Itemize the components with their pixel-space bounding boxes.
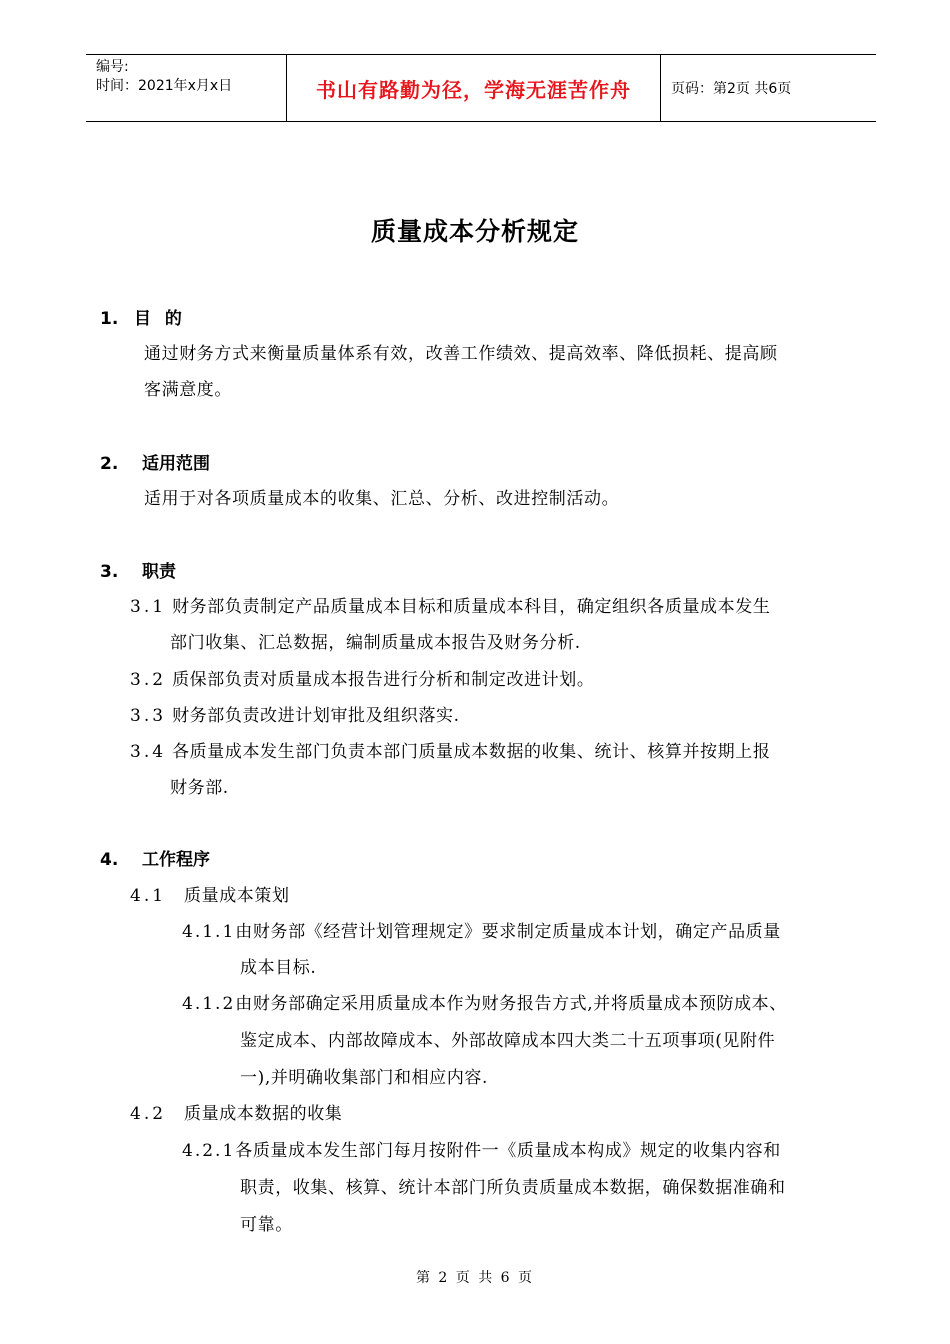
- section-title: 适用范围: [142, 454, 210, 474]
- header-meta-cell: [86, 55, 287, 121]
- paragraph-4-1-2-continuation: 鉴定成本、内部故障成本、外部故障成本四大类二十五项事项(见附件: [240, 1031, 776, 1051]
- item-number: 3.2: [130, 670, 167, 690]
- paragraph-number: 4.1.2: [182, 994, 236, 1014]
- motto-text: 书山有路勤为径，学海无涯苦作舟: [316, 77, 631, 102]
- section-4-heading: [100, 848, 210, 872]
- section-title: 目 的: [134, 309, 186, 329]
- paragraph-4-2-1: [182, 1139, 781, 1163]
- section-number: 3.: [100, 562, 119, 582]
- page-footer: 第 2 页 共 6 页: [415, 1270, 535, 1286]
- paragraph-4-2-1-continuation: 职责，收集、核算、统计本部门所负责质量成本数据，确保数据准确和: [240, 1178, 786, 1198]
- item-3-1: [130, 595, 770, 619]
- paragraph-text: 由财务部《经营计划管理规定》要求制定质量成本计划，确定产品质量: [235, 922, 781, 942]
- section-2-heading: [100, 452, 210, 476]
- item-text: 财务部负责制定产品质量成本目标和质量成本科目，确定组织各质量成本发生: [172, 597, 771, 617]
- subsection-number: 4.2: [130, 1104, 167, 1124]
- section-number: 2.: [100, 454, 119, 474]
- paragraph-4-1-1: [182, 920, 781, 944]
- serial-label: 编号:: [96, 59, 129, 75]
- subsection-title: 质量成本策划: [184, 886, 290, 906]
- subsection-4-2: [130, 1102, 342, 1126]
- section-number: 4.: [100, 850, 119, 870]
- item-number: 3.3: [130, 706, 167, 726]
- paragraph-4-2-1-continuation: 可靠。: [240, 1215, 293, 1235]
- paragraph-text: 由财务部确定采用质量成本作为财务报告方式,并将质量成本预防成本、: [235, 994, 787, 1014]
- section-1-heading: [100, 307, 186, 331]
- item-text: 质保部负责对质量成本报告进行分析和制定改进计划。: [172, 670, 595, 690]
- section-1-text-line: 客满意度。: [144, 380, 232, 400]
- subsection-number: 4.1: [130, 886, 167, 906]
- header-page-cell: [661, 55, 876, 121]
- section-3-heading: [100, 560, 176, 584]
- page-header: [86, 54, 876, 122]
- date-label: 时间：2021年x月x日: [96, 78, 233, 94]
- paragraph-4-1-1-continuation: 成本目标.: [240, 958, 317, 978]
- paragraph-4-1-2: [182, 992, 787, 1016]
- subsection-title: 质量成本数据的收集: [184, 1104, 343, 1124]
- section-2-text-line: 适用于对各项质量成本的收集、汇总、分析、改进控制活动。: [144, 489, 620, 509]
- page-info: 页码：第2页 共6页: [671, 81, 792, 97]
- document-title: 质量成本分析规定: [370, 217, 579, 246]
- item-number: 3.1: [130, 597, 167, 617]
- paragraph-text: 各质量成本发生部门每月按附件一《质量成本构成》规定的收集内容和: [235, 1141, 781, 1161]
- item-3-2: [130, 668, 594, 692]
- header-motto-cell: [287, 55, 661, 121]
- item-3-4-continuation: 财务部.: [170, 778, 229, 798]
- item-number: 3.4: [130, 742, 167, 762]
- item-text: 各质量成本发生部门负责本部门质量成本数据的收集、统计、核算并按期上报: [172, 742, 771, 762]
- item-3-4: [130, 740, 770, 764]
- item-3-1-continuation: 部门收集、汇总数据，编制质量成本报告及财务分析.: [170, 633, 581, 653]
- subsection-4-1: [130, 884, 290, 908]
- paragraph-4-1-2-continuation: 一),并明确收集部门和相应内容.: [240, 1068, 489, 1088]
- paragraph-number: 4.1.1: [182, 922, 236, 942]
- item-text: 财务部负责改进计划审批及组织落实.: [172, 706, 460, 726]
- paragraph-number: 4.2.1: [182, 1141, 236, 1161]
- section-number: 1.: [100, 309, 119, 329]
- section-1-text-line: 通过财务方式来衡量质量体系有效，改善工作绩效、提高效率、降低损耗、提高顾: [144, 344, 778, 364]
- section-title: 工作程序: [142, 850, 210, 870]
- item-3-3: [130, 704, 460, 728]
- section-title: 职责: [142, 562, 176, 582]
